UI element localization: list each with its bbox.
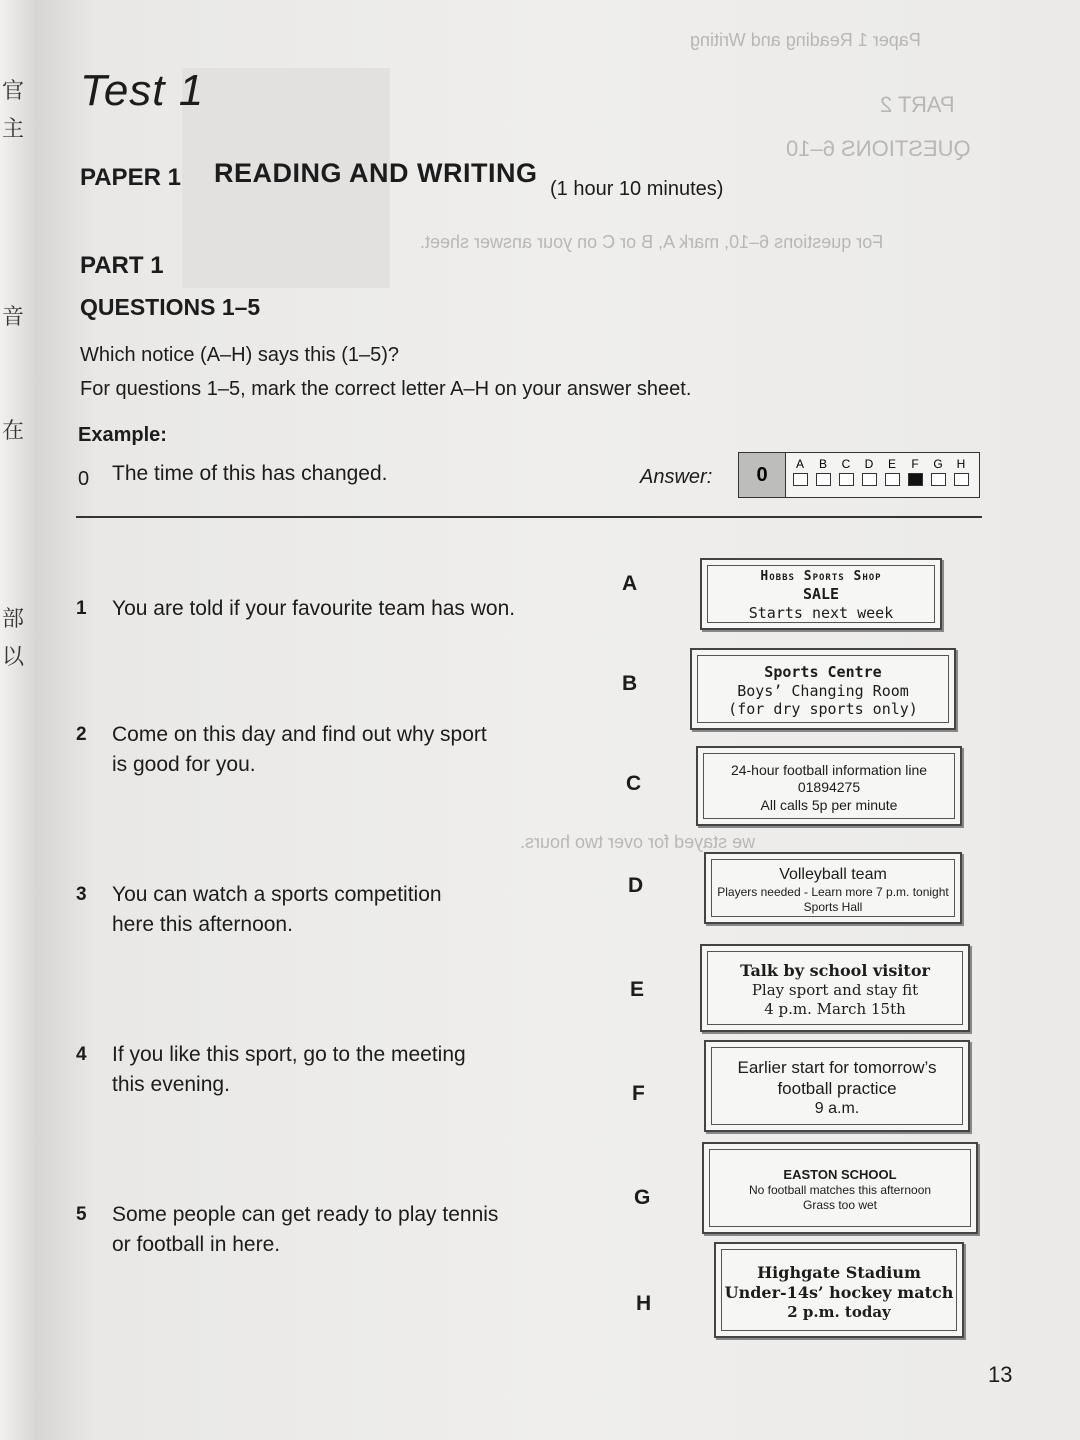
adjacent-page-edge: 官 主 音 在 部 以 (0, 0, 34, 1440)
question-line: Come on this day and find out why sport (112, 723, 487, 746)
notice-line: Hobbs Sports Shop (760, 569, 882, 585)
notice-line: Sports Hall (803, 900, 863, 914)
notice-line: EASTON SCHOOL (783, 1166, 897, 1182)
example-question: The time of this has changed. (112, 462, 388, 485)
question-line: You are told if your favourite team has won. (112, 597, 516, 620)
example-number: 0 (78, 468, 90, 490)
notice-letter-h: H (636, 1292, 652, 1315)
instruction-line-2: For questions 1–5, mark the correct letter A–H on your answer sheet. (80, 378, 692, 400)
example-heading: Example: (78, 424, 167, 446)
answer-cell-letter: H (956, 457, 966, 471)
question-line: If you like this sport, go to the meeting (112, 1043, 466, 1066)
example-answer-box (738, 452, 980, 498)
notice-line: Talk by school visitor (740, 961, 930, 981)
notice-line: 01894275 (797, 779, 861, 796)
notice-text (716, 1263, 962, 1322)
notice-letter-e: E (630, 978, 645, 1001)
notice-line: football practice (777, 1079, 897, 1098)
questions-heading: QUESTIONS 1–5 (80, 294, 261, 320)
notice-text (692, 663, 954, 719)
question-line: Some people can get ready to play tennis (112, 1203, 499, 1226)
answer-cell-box (885, 473, 900, 486)
notice-a (700, 558, 942, 630)
answer-cell-letter: G (933, 457, 943, 471)
answer-cell-letter: F (911, 457, 919, 471)
notice-line: No football matches this afternoon (748, 1183, 932, 1198)
paper-duration: (1 hour 10 minutes) (550, 178, 724, 200)
question-number: 4 (76, 1044, 87, 1065)
answer-cell-e (883, 457, 901, 486)
notice-h (714, 1242, 964, 1338)
section-divider (76, 516, 982, 518)
notice-g (702, 1142, 978, 1234)
question-text (112, 880, 442, 940)
answer-cell-box (931, 473, 946, 486)
notice-letter-c: C (626, 772, 642, 795)
question-line: is good for you. (112, 753, 256, 776)
question-number: 2 (76, 724, 87, 745)
page-number: 13 (988, 1362, 1013, 1387)
answer-cell-a (791, 457, 809, 486)
notice-line: Boys’ Changing Room (737, 681, 909, 700)
notice-text (706, 1057, 968, 1120)
answer-cell-box (816, 473, 831, 486)
answer-cell-letter: E (887, 457, 896, 471)
notice-text (702, 961, 968, 1019)
notice-line: Players needed - Learn more 7 p.m. tonight (717, 885, 949, 899)
question-text (112, 1040, 466, 1100)
notice-b (690, 648, 956, 730)
notice-line: 24-hour football information line (730, 761, 928, 778)
answer-cell-box (793, 473, 808, 486)
answer-cell-letter: C (841, 457, 851, 471)
notice-d (704, 852, 962, 924)
answer-cell-filled-box (908, 473, 923, 486)
notice-line: SALE (802, 585, 840, 604)
question-line: or football in here. (112, 1233, 281, 1256)
paper-label: PAPER 1 (80, 164, 181, 191)
notice-line: Play sport and stay fit (751, 981, 919, 1000)
question-text (112, 594, 515, 624)
notice-line: All calls 5p per minute (760, 796, 898, 813)
notice-text (704, 1167, 976, 1213)
notice-line: Under-14s’ hockey match (724, 1282, 954, 1302)
answer-cell-c (837, 457, 855, 486)
instruction-line-1: Which notice (A–H) says this (1–5)? (80, 344, 400, 366)
notice-text (698, 762, 960, 815)
test-title: Test 1 (80, 66, 205, 115)
notice-line: Earlier start for tomorrow’s (737, 1057, 937, 1077)
answer-cell-d (860, 457, 878, 486)
answer-cell-letter: B (818, 457, 827, 471)
answer-cell-box (954, 473, 969, 486)
notice-line: 2 p.m. today (787, 1302, 891, 1321)
paper-title: READING AND WRITING (214, 158, 538, 188)
answer-cell-b (814, 457, 832, 486)
question-text (112, 1200, 498, 1260)
question-number: 3 (76, 884, 87, 905)
notice-letter-d: D (628, 874, 644, 897)
answer-cell-letter: D (864, 457, 874, 471)
notice-c (696, 746, 962, 826)
notice-e (700, 944, 970, 1032)
question-number: 5 (76, 1204, 87, 1225)
notice-line: 4 p.m. March 15th (764, 1000, 906, 1018)
notice-text (706, 865, 960, 915)
answer-cell-g (929, 457, 947, 486)
question-text (112, 720, 487, 780)
notice-letter-f: F (632, 1082, 645, 1105)
answer-cell-f (906, 457, 924, 486)
notice-line: Grass too wet (802, 1198, 878, 1213)
part-heading: PART 1 (80, 252, 164, 279)
answer-cell-box (862, 473, 877, 486)
answer-box-number: 0 (739, 453, 786, 497)
answer-label: Answer: (640, 466, 713, 488)
question-line: You can watch a sports competition (112, 883, 442, 906)
answer-cell-letter: A (795, 457, 804, 471)
notice-letter-b: B (622, 672, 638, 695)
answer-cell-box (839, 473, 854, 486)
question-number: 1 (76, 598, 87, 619)
notice-line: Volleyball team (779, 866, 887, 883)
answer-cell-h (952, 457, 970, 486)
notice-f (704, 1040, 970, 1132)
notice-letter-a: A (622, 572, 638, 595)
question-line: this evening. (112, 1073, 230, 1096)
notice-line: Sports Centre (764, 662, 882, 681)
notice-line: 9 a.m. (814, 1100, 860, 1118)
notice-line: Highgate Stadium (757, 1262, 921, 1282)
notice-text (702, 569, 940, 623)
notice-line: (for dry sports only) (728, 700, 918, 719)
notice-letter-g: G (634, 1186, 651, 1209)
question-line: here this afternoon. (112, 913, 293, 936)
notice-line: Starts next week (748, 604, 894, 623)
